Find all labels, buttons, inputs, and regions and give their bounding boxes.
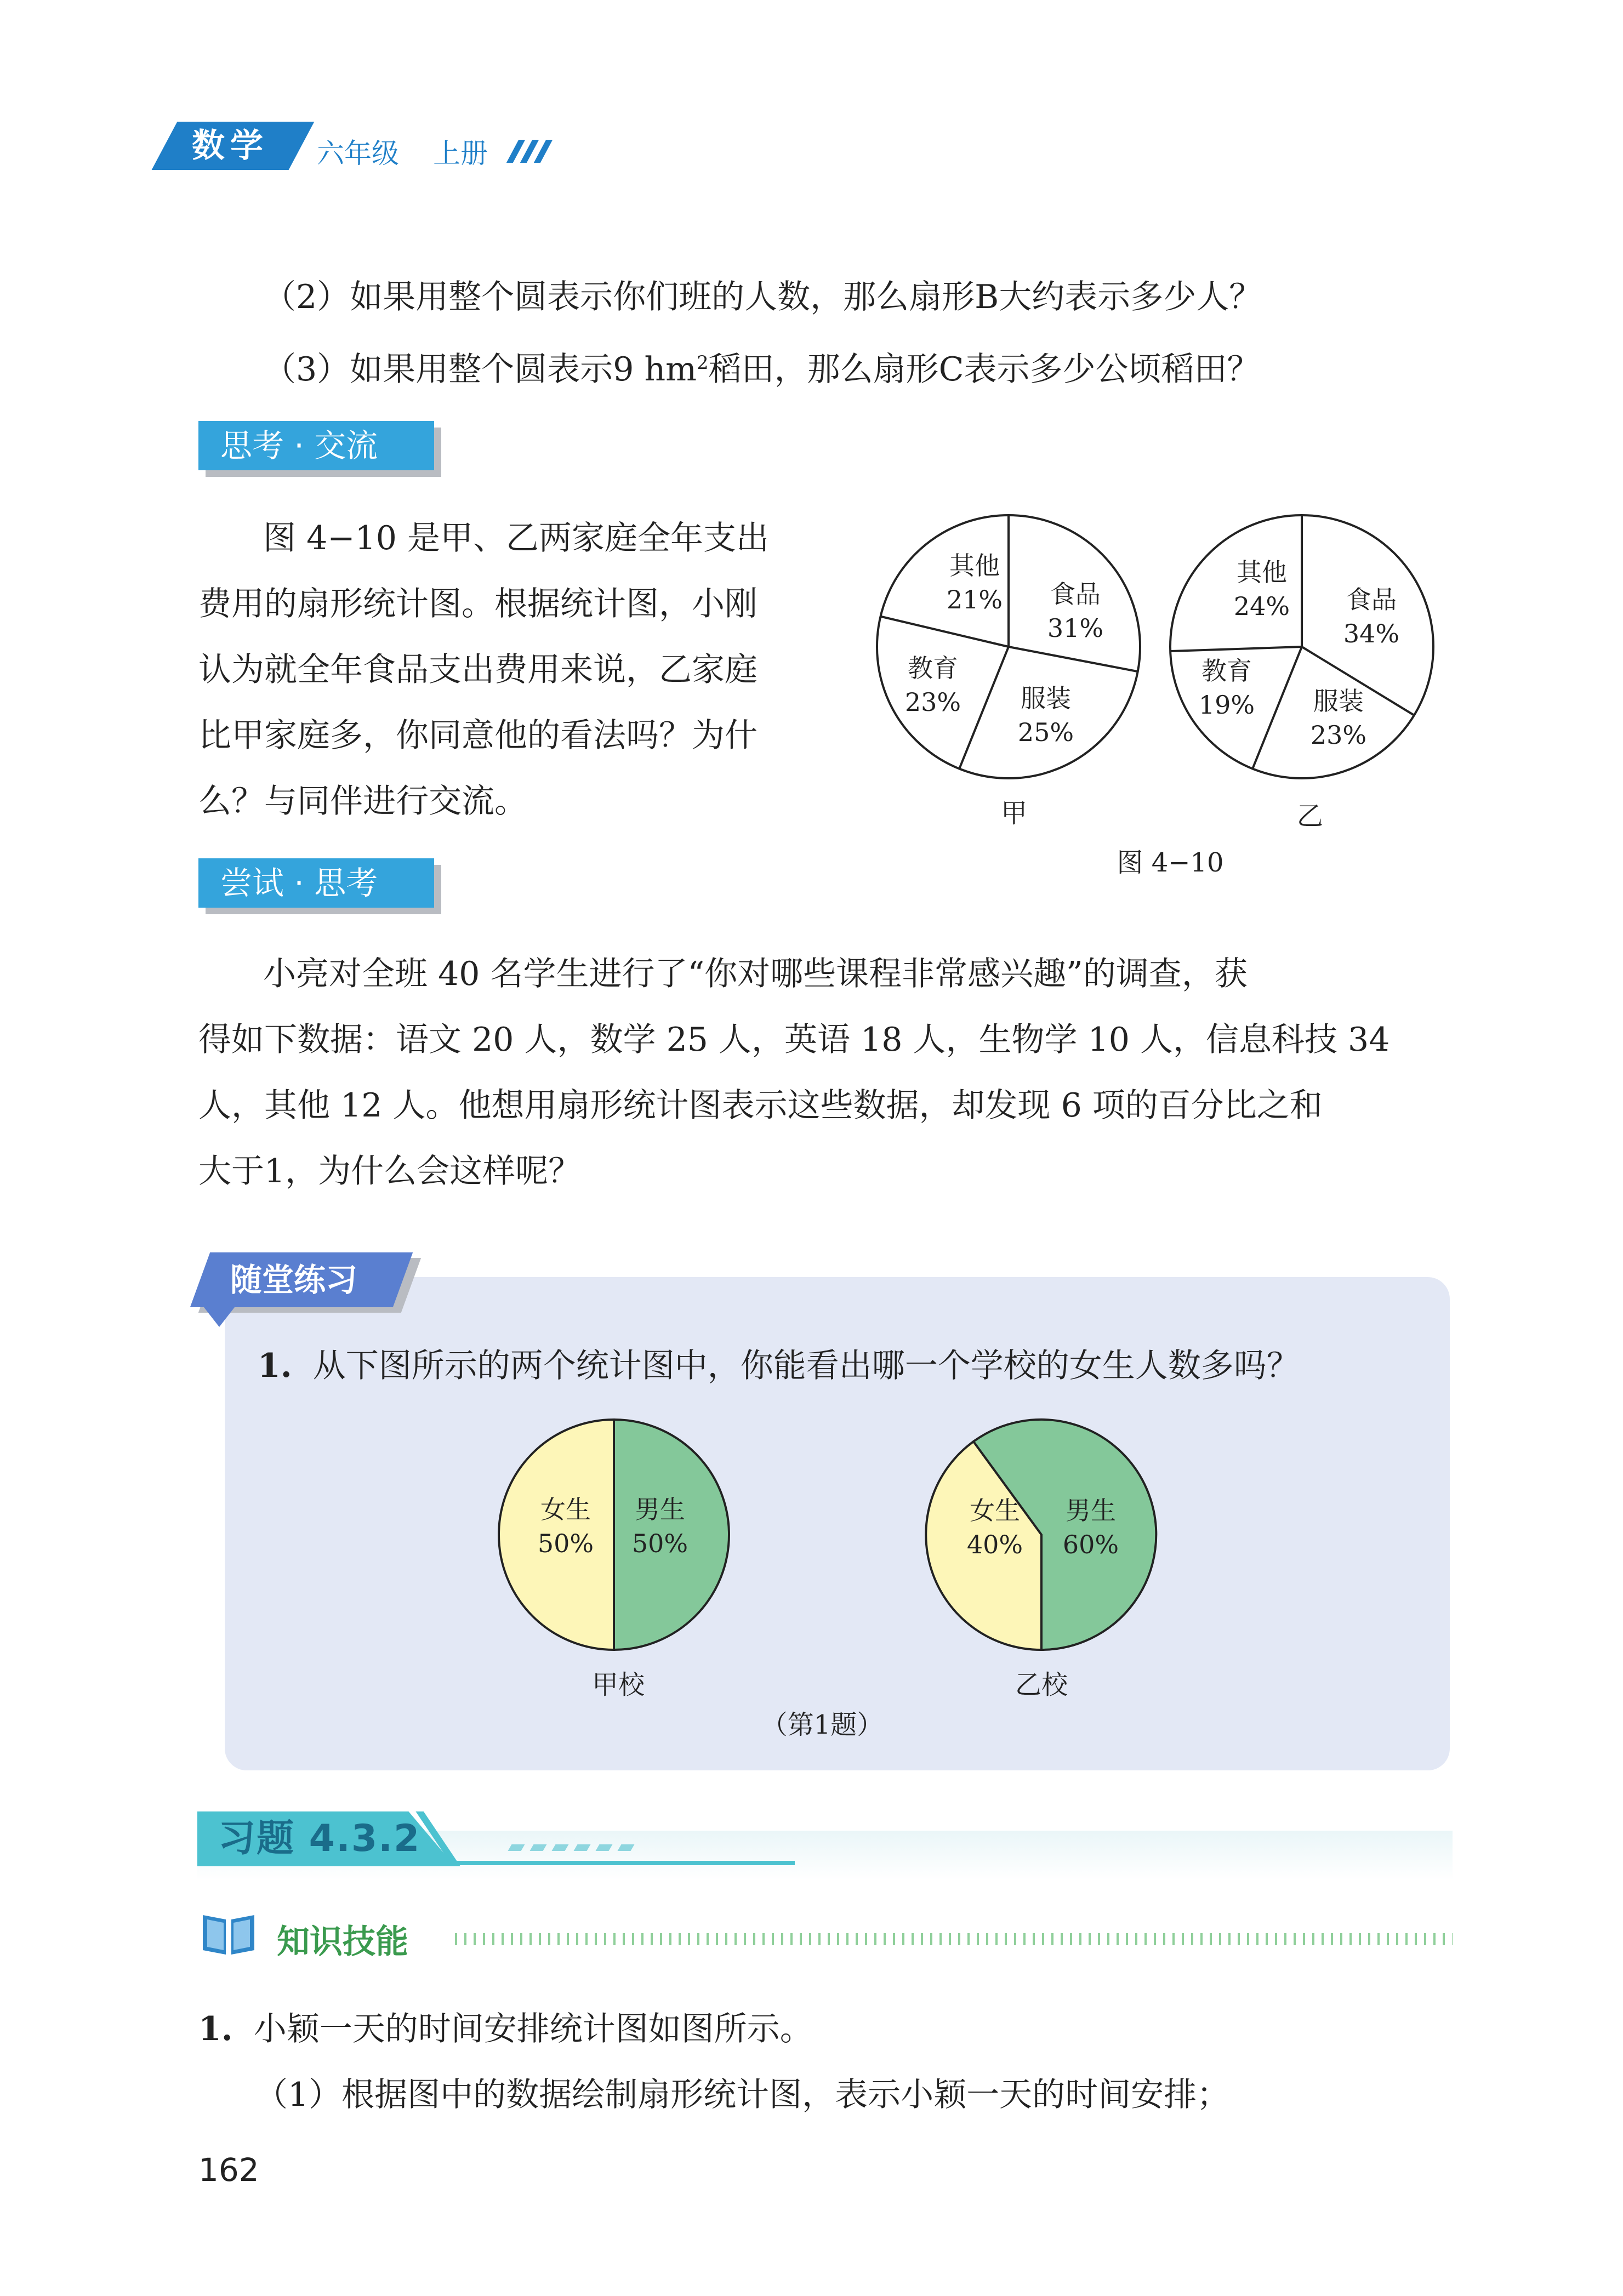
question-3-prefix: （3）如果用整个圆表示	[263, 350, 613, 389]
pie-yi-slice-value: 34%	[1343, 619, 1400, 648]
figure-4-10-caption: 图 4−10	[1117, 847, 1224, 878]
pie-school-jia-male-value: 50%	[631, 1529, 688, 1558]
figure-4-10	[872, 504, 1474, 899]
grade-label: 六年级	[317, 138, 399, 169]
question-3-number: 9	[613, 350, 634, 389]
pie-jia-slice-name: 食品	[1050, 579, 1101, 609]
pie-jia-slice-value: 23%	[904, 687, 961, 717]
pie-jia-slice-value: 31%	[1047, 613, 1104, 643]
practice-figure-caption: （第1题）	[761, 1710, 884, 1740]
pie-school-yi-female-name: 女生	[970, 1496, 1020, 1525]
pie-yi-label: 乙	[1296, 801, 1324, 831]
pie-yi-slice-value: 19%	[1198, 690, 1255, 720]
exercise-question-1	[198, 2007, 813, 2051]
pie-yi-slice-name: 食品	[1346, 585, 1397, 614]
exercise-question-1-sub: （1）根据图中的数据绘制扇形统计图，表示小颖一天的时间安排；	[255, 2076, 1230, 2114]
pie-yi-slice-value: 24%	[1233, 591, 1290, 621]
pie-school-jia-male-name: 男生	[635, 1495, 685, 1524]
pie-yi-slice-value: 23%	[1310, 720, 1367, 750]
subject-title: 数学	[192, 127, 269, 165]
pie-school-yi-male-value: 60%	[1062, 1530, 1119, 1559]
pie-jia-label: 甲	[1000, 798, 1028, 829]
open-book-icon	[198, 1907, 259, 1959]
section-knowledge-skills: 知识技能	[277, 1923, 408, 1961]
try-think-tag: 尝试 · 思考	[198, 858, 434, 908]
practice-question-1	[258, 1344, 1300, 1388]
pie-jia-slice-name: 教育	[908, 653, 958, 683]
think-exchange-line: 么？与同伴进行交流。	[198, 782, 527, 821]
exercise-title: 习题 4.3.2	[218, 1817, 421, 1860]
question-3-unit: hm	[644, 350, 697, 389]
try-think-line: 人，其他 12 人。他想用扇形统计图表示这些数据，却发现 6 项的百分比之和	[198, 1086, 1323, 1125]
think-exchange-tag: 思考 · 交流	[198, 421, 434, 470]
practice-question-number: 1.	[258, 1347, 292, 1385]
question-3-suffix: 稻田，那么扇形C表示多少公顷稻田？	[708, 350, 1260, 389]
question-3-unit-superscript: 2	[697, 352, 709, 374]
pie-jia-slice-name: 服装	[1021, 683, 1071, 713]
pie-yi-slice-name: 教育	[1201, 656, 1252, 686]
exercise-title-underline	[455, 1861, 795, 1865]
section-dotted-rule	[455, 1933, 1453, 1945]
pie-school-jia-female-value: 50%	[537, 1529, 594, 1558]
pie-school-yi-female-value: 40%	[966, 1530, 1023, 1559]
think-exchange-line: 费用的扇形统计图。根据统计图，小刚	[198, 585, 758, 623]
practice-tag: 随堂练习	[230, 1261, 358, 1298]
exercise-question-number: 1.	[198, 2010, 233, 2048]
question-3	[263, 341, 1260, 391]
practice-question-text: 从下图所示的两个统计图中，你能看出哪一个学校的女生人数多吗？	[312, 1347, 1300, 1385]
pie-school-yi	[926, 1420, 1156, 1700]
page-number: 162	[198, 2151, 259, 2189]
practice-tag-pointer	[204, 1307, 235, 1327]
pie-jia-slice-name: 其他	[949, 551, 1000, 580]
try-think-line: 大于1，为什么会这样呢？	[198, 1152, 582, 1190]
think-exchange-line: 认为就全年食品支出费用来说，乙家庭	[198, 651, 758, 689]
think-exchange-line: 图 4−10 是甲、乙两家庭全年支出	[263, 519, 769, 557]
pie-yi-slice-name: 其他	[1237, 557, 1287, 587]
pie-school-jia-label: 甲校	[591, 1670, 645, 1700]
try-think-line: 小亮对全班 40 名学生进行了“你对哪些课程非常感兴趣”的调查，获	[263, 955, 1248, 993]
pie-yi	[1170, 515, 1433, 831]
exercise-question-text: 小颖一天的时间安排统计图如图所示。	[253, 2010, 813, 2048]
pie-school-jia-female-name: 女生	[540, 1495, 591, 1524]
practice-figure	[466, 1403, 1233, 1743]
think-exchange-line: 比甲家庭多，你同意他的看法吗？为什	[198, 716, 758, 755]
volume-label: 上册	[433, 138, 488, 169]
pie-yi-slice-name: 服装	[1313, 686, 1364, 716]
pie-jia-slice-value: 25%	[1017, 717, 1074, 747]
pie-school-yi-male-name: 男生	[1066, 1496, 1116, 1525]
pie-jia	[877, 515, 1140, 829]
pie-school-yi-label: 乙校	[1015, 1670, 1068, 1700]
pie-school-jia	[499, 1420, 729, 1700]
try-think-line: 得如下数据：语文 20 人，数学 25 人，英语 18 人，生物学 10 人，信息科技 34	[198, 1021, 1390, 1059]
pie-jia-slice-value: 21%	[946, 585, 1003, 614]
question-2: （2）如果用整个圆表示你们班的人数，那么扇形B大约表示多少人？	[263, 278, 1262, 316]
